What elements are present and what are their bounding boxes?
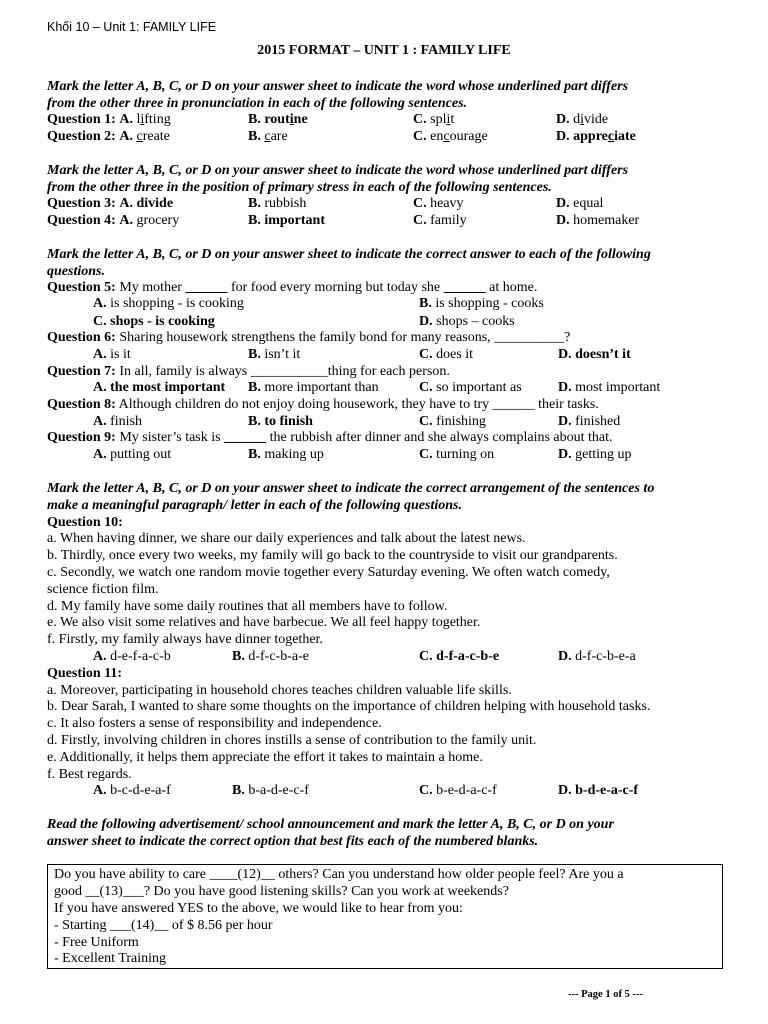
q8-option-d: D. finished [558, 414, 621, 429]
q10-sentence: b. Thirdly, once every two weeks, my family will go back to the countryside to visit our grandparents. [47, 548, 618, 563]
instruction-arrangement-1: Mark the letter A, B, C, or D on your answer sheet to indicate the correct arrangement of the sentences to [47, 481, 655, 496]
q6-option-a: A. is it [93, 347, 131, 362]
q11-sentence: a. Moreover, participating in household chores teaches children valuable life skills. [47, 683, 512, 698]
q11-sentence: f. Best regards. [47, 767, 132, 782]
q7-option-b: B. more important than [248, 380, 379, 395]
question-7: Question 7: In all, family is always ___________thing for each person. [47, 364, 450, 379]
q10-option-c: C. d-f-a-c-b-e [419, 649, 500, 664]
question-8: Question 8: Although children do not enjoy doing housework, they have to try ______ their tasks. [47, 397, 599, 412]
ad-line: - Starting ___(14)__ of $ 8.56 per hour [54, 918, 273, 933]
q11-sentence: e. Additionally, it helps them appreciate the effort it takes to maintain a home. [47, 750, 483, 765]
question-11: Question 11: [47, 666, 123, 681]
question-2: Question 2: A. create [47, 129, 170, 144]
q10-sentence: a. When having dinner, we share our daily experiences and talk about the latest news. [47, 531, 526, 546]
question-10: Question 10: [47, 515, 123, 530]
question-6: Question 6: Sharing housework strengthens the family bond for many reasons, __________? [47, 330, 571, 345]
q1-option-c: C. split [413, 112, 455, 127]
instruction-correct-answer-1: Mark the letter A, B, C, or D on your answer sheet to indicate the correct answer to each of the following [47, 247, 651, 262]
q3-option-d: D. equal [556, 196, 604, 211]
q5-option-d: D. shops – cooks [419, 314, 515, 329]
q5-option-c: C. shops - is cooking [93, 314, 215, 329]
q11-option-c: C. b-e-d-a-c-f [419, 783, 497, 798]
q10-sentence: d. My family have some daily routines that all members have to follow. [47, 599, 448, 614]
q2-option-c: C. encourage [413, 129, 488, 144]
page-title: 2015 FORMAT – UNIT 1 : FAMILY LIFE [257, 43, 511, 58]
q10-option-d: D. d-f-c-b-e-a [558, 649, 636, 664]
q4-option-d: D. homemaker [556, 213, 640, 228]
q5-option-b: B. is shopping - cooks [419, 296, 544, 311]
question-9: Question 9: My sister’s task is ______ the rubbish after dinner and she always complains about that. [47, 430, 613, 445]
instruction-advertisement-1: Read the following advertisement/ school announcement and mark the letter A, B, C, or D on your [47, 817, 614, 832]
q1-option-b: B. routine [248, 112, 308, 127]
advertisement-box [47, 864, 723, 969]
q8-option-a: A. finish [93, 414, 143, 429]
question-3: Question 3: A. divide [47, 196, 174, 211]
q10-sentence: f. Firstly, my family always have dinner together. [47, 632, 323, 647]
q11-option-a: A. b-c-d-e-a-f [93, 783, 171, 798]
running-header: Khối 10 – Unit 1: FAMILY LIFE [47, 20, 217, 34]
q10-option-a: A. d-e-f-a-c-b [93, 649, 171, 664]
instruction-stress-2: from the other three in the position of primary stress in each of the following sentences. [47, 180, 552, 195]
q10-option-b: B. d-f-c-b-a-e [232, 649, 309, 664]
instruction-correct-answer-2: questions. [47, 264, 105, 279]
q1-option-d: D. divide [556, 112, 609, 127]
q11-sentence: d. Firstly, involving children in chores instills a sense of contribution to the family unit. [47, 733, 537, 748]
q3-option-c: C. heavy [413, 196, 464, 211]
q3-option-b: B. rubbish [248, 196, 307, 211]
ad-line: good __(13)___? Do you have good listening skills? Can you work at weekends? [54, 884, 509, 899]
q10-sentence: e. We also visit some relatives and have barbecue. We all feel happy together. [47, 615, 481, 630]
ad-line: - Excellent Training [54, 951, 166, 966]
q11-option-b: B. b-a-d-e-c-f [232, 783, 309, 798]
question-4: Question 4: A. grocery [47, 213, 180, 228]
q6-option-d: D. doesn’t it [558, 347, 631, 362]
q2-option-b: B. care [248, 129, 288, 144]
q7-option-c: C. so important as [419, 380, 522, 395]
instruction-pronunciation-1: Mark the letter A, B, C, or D on your answer sheet to indicate the word whose underlined part differs [47, 79, 629, 94]
q8-option-c: C. finishing [419, 414, 486, 429]
q9-option-b: B. making up [248, 447, 324, 462]
q7-option-d: D. most important [558, 380, 661, 395]
q6-option-c: C. does it [419, 347, 474, 362]
q7-option-a: A. the most important [93, 380, 226, 395]
q2-option-d: D. appreciate [556, 129, 636, 144]
ad-line: If you have answered YES to the above, we would like to hear from you: [54, 901, 463, 916]
q11-sentence: b. Dear Sarah, I wanted to share some thoughts on the importance of children helping with household tasks. [47, 699, 651, 714]
instruction-stress-1: Mark the letter A, B, C, or D on your answer sheet to indicate the word whose underlined part differs [47, 163, 629, 178]
instruction-advertisement-2: answer sheet to indicate the correct option that best fits each of the numbered blanks. [47, 834, 539, 849]
question-5: Question 5: My mother ______ for food every morning but today she ______ at home. [47, 280, 538, 295]
q9-option-a: A. putting out [93, 447, 172, 462]
q6-option-b: B. isn’t it [248, 347, 301, 362]
q10-sentence: science fiction film. [47, 582, 159, 597]
q10-sentence: c. Secondly, we watch one random movie together every Saturday evening. We often watch comedy, [47, 565, 610, 580]
q11-sentence: c. It also fosters a sense of responsibility and independence. [47, 716, 382, 731]
q11-option-d: D. b-d-e-a-c-f [558, 783, 639, 798]
q9-option-d: D. getting up [558, 447, 632, 462]
q9-option-c: C. turning on [419, 447, 495, 462]
question-1: Question 1: A. lifting [47, 112, 171, 127]
q4-option-c: C. family [413, 213, 467, 228]
instruction-pronunciation-2: from the other three in pronunciation in each of the following sentences. [47, 96, 468, 111]
q8-option-b: B. to finish [248, 414, 313, 429]
page-footer: --- Page 1 of 5 --- [568, 989, 643, 1000]
q5-option-a: A. is shopping - is cooking [93, 296, 244, 311]
ad-line: Do you have ability to care ____(12)__ others? Can you understand how older people feel? Are you a [54, 867, 624, 882]
instruction-arrangement-2: make a meaningful paragraph/ letter in each of the following questions. [47, 498, 462, 513]
q4-option-b: B. important [248, 213, 326, 228]
ad-line: - Free Uniform [54, 935, 139, 950]
